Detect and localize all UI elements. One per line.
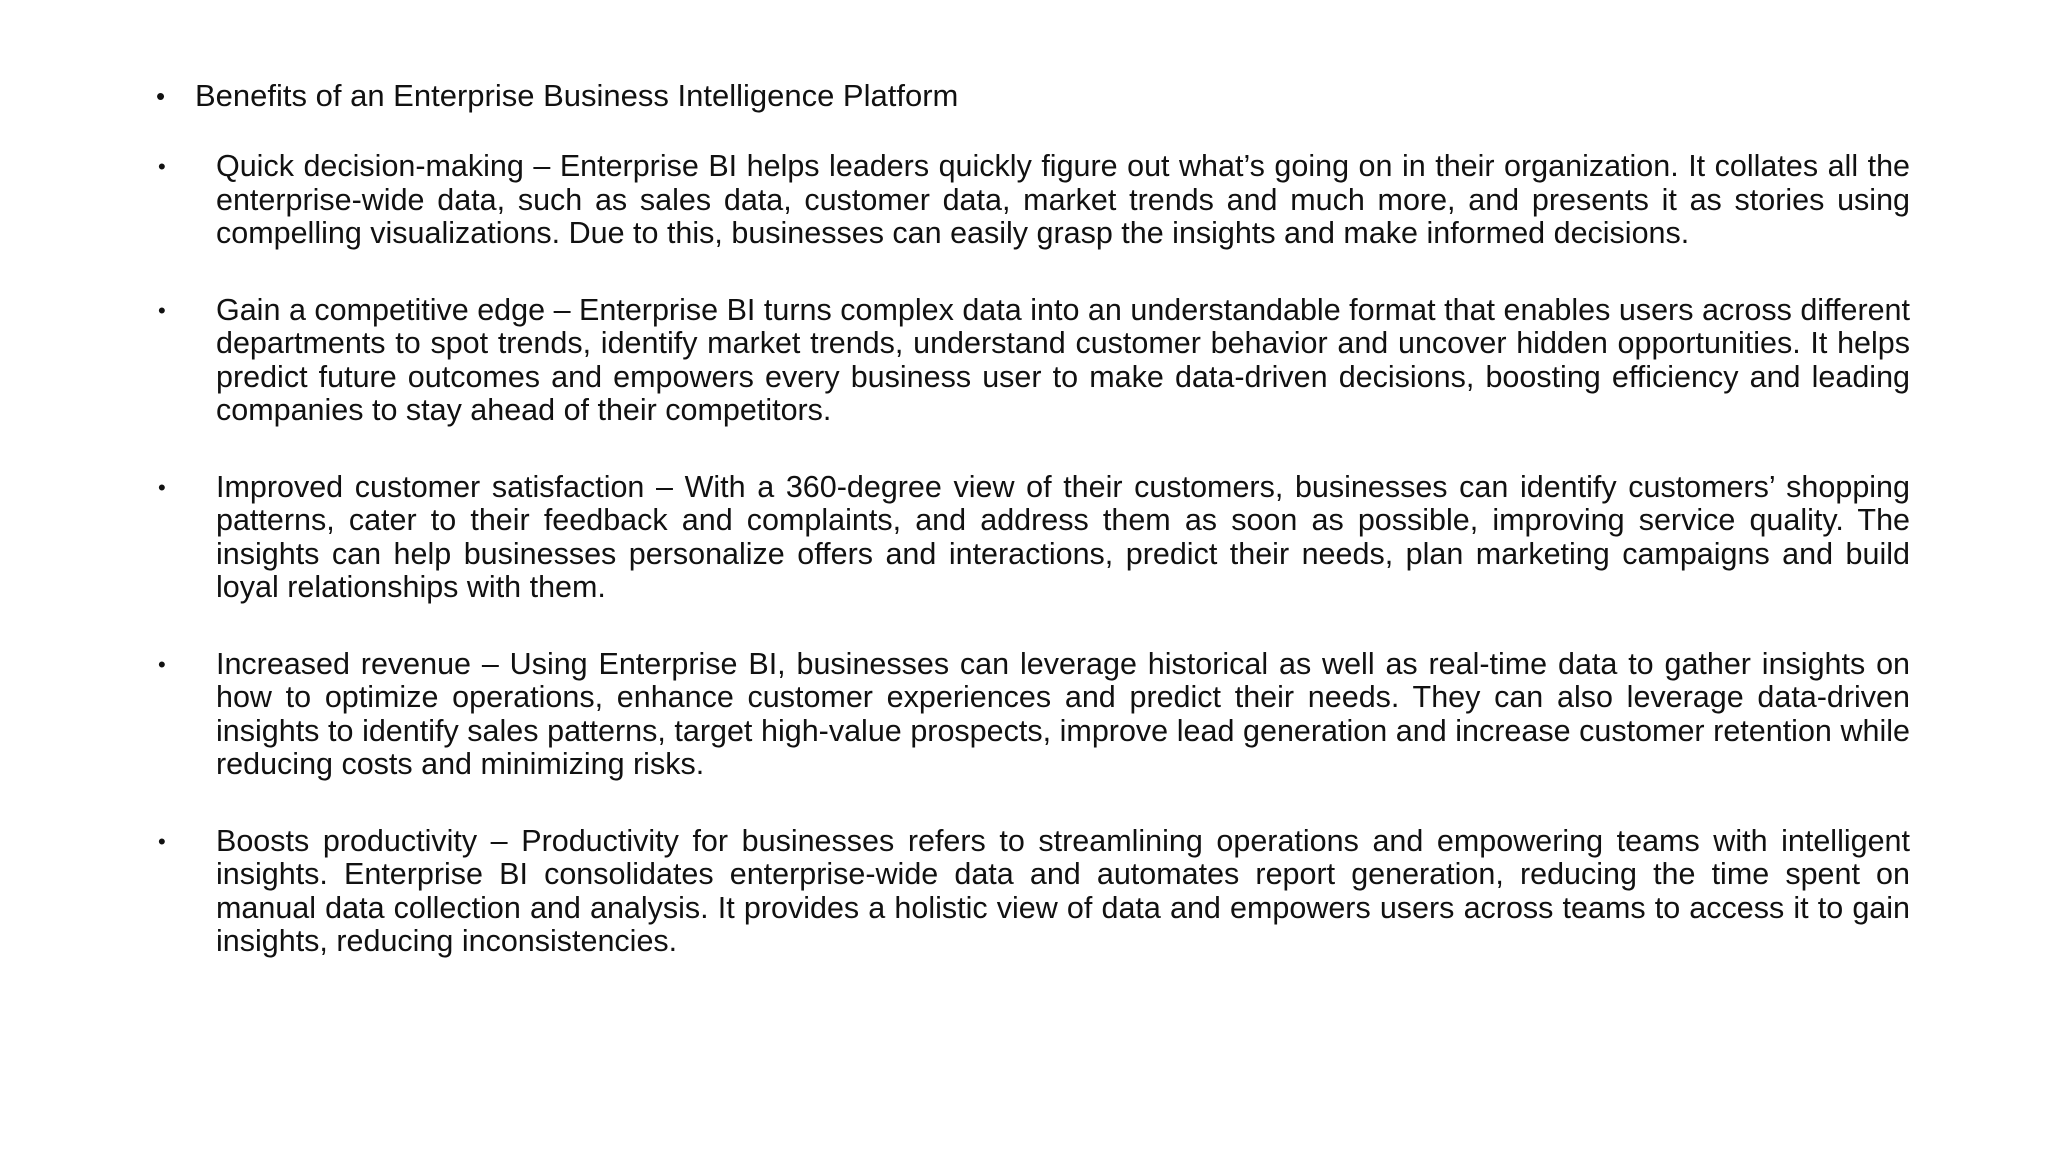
benefit-item-boosts-productivity xyxy=(156,825,1910,959)
bullet-icon: • xyxy=(158,474,166,500)
benefit-item-competitive-edge xyxy=(156,294,1910,428)
benefit-item-quick-decision-making xyxy=(156,150,1910,251)
benefit-text: Improved customer satisfaction – With a 360-degree view of their customers, businesses can identify customers’ shopping patterns, cater to their feedback and complaints, and address them as soon as possible, improving service quality. The insights can help businesses personalize offers and interactions, predict their needs, plan marketing campaigns and build loyal relationships with them. xyxy=(216,469,1910,604)
benefit-text: Quick decision-making – Enterprise BI helps leaders quickly figure out what’s going on in their organization. It collates all the enterprise-wide data, such as sales data, customer data, market trends and much more, and presents it as stories using compelling visualizations. Due to this, businesses can easily grasp the insights and make informed decisions. xyxy=(216,149,1910,250)
heading-text: Benefits of an Enterprise Business Intelligence Platform xyxy=(195,78,959,113)
benefit-text: Boosts productivity – Productivity for businesses refers to streamlining operations and empowering teams with intelligent insights. Enterprise BI consolidates enterprise-wide data and automates report generation, reducing the time spent on manual data collection and analysis. It provides a holistic view of data and empowers users across teams to access it to gain insights, reducing inconsistencies. xyxy=(216,823,1910,958)
benefits-list xyxy=(156,150,1910,1002)
benefit-text: Gain a competitive edge – Enterprise BI turns complex data into an understandable format that enables users across different departments to spot trends, identify market trends, understand customer behavior and uncover hidden opportunities. It helps predict future outcomes and empowers every business user to make data-driven decisions, boosting efficiency and leading companies to stay ahead of their competitors. xyxy=(216,292,1910,427)
benefit-text: Increased revenue – Using Enterprise BI, businesses can leverage historical as well as real-time data to gather insights on how to optimize operations, enhance customer experiences and predict their needs. They can also leverage data-driven insights to identify sales patterns, target high-value prospects, improve lead generation and increase customer retention while reducing costs and minimizing risks. xyxy=(216,646,1910,781)
bullet-icon: • xyxy=(158,154,166,179)
benefit-item-customer-satisfaction xyxy=(156,471,1910,605)
heading-bullet: • xyxy=(156,81,166,111)
bullet-icon: • xyxy=(158,297,166,323)
benefit-item-increased-revenue xyxy=(156,648,1910,782)
bullet-icon: • xyxy=(158,828,166,854)
bullet-icon: • xyxy=(158,651,166,677)
